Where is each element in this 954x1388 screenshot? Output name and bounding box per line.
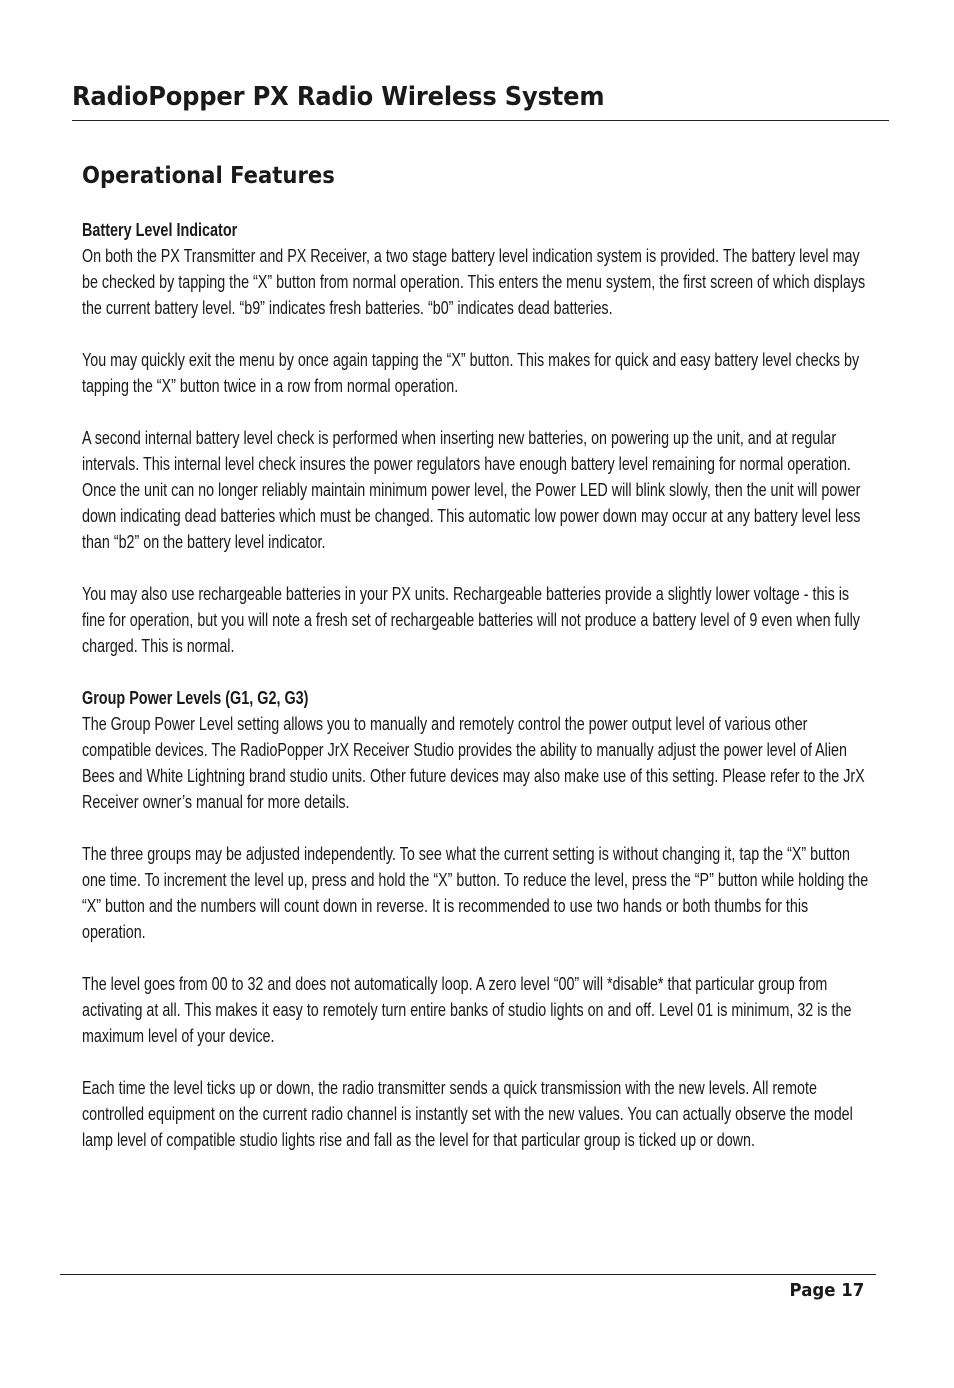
- page-footer: [60, 1274, 876, 1301]
- battery-paragraph-3-text: A second internal battery level check is performed when inserting new batteries, on powering up the unit, and at regular intervals. This internal level check insures the power regulators have enough battery level remaining for normal operation. Once the unit can no longer reliably maintain minimum power level, the Power LED will blink slowly, then the unit will power down indicating dead batteries which must be changed. This automatic low power down may occur at any battery level less than “b2” on the battery level indicator.: [82, 428, 861, 552]
- battery-paragraph-1-text: On both the PX Transmitter and PX Receiver, a two stage battery level indication system is provided. The battery level may be checked by tapping the “X” button from normal operation. This enters the menu system, the first screen of which displays the current battery level. “b9” indicates fresh batteries. “b0” indicates dead batteries.: [82, 246, 866, 318]
- group-section: [82, 685, 872, 1153]
- group-paragraph-4: [82, 1075, 872, 1153]
- group-paragraph-4-text: Each time the level ticks up or down, the radio transmitter sends a quick transmission with the new levels. All remote controlled equipment on the current radio channel is instantly set with the new values. You can actually observe the model lamp level of compatible studio lights rise and fall as the level for that particular group is ticked up or down.: [82, 1078, 853, 1150]
- document-title: RadioPopper PX Radio Wireless System: [72, 82, 605, 112]
- page-content: [82, 163, 872, 1179]
- group-paragraph-3: [82, 971, 872, 1049]
- group-paragraph-2: [82, 841, 872, 945]
- page-number: Page 17: [789, 1280, 864, 1301]
- battery-paragraph-2-text: You may quickly exit the menu by once again tapping the “X” button. This makes for quick and easy battery level checks by tapping the “X” button twice in a row from normal operation.: [82, 350, 860, 396]
- page-header: [72, 82, 889, 121]
- group-paragraph-1-text: The Group Power Level setting allows you to manually and remotely control the power output level of various other compatible devices. The RadioPopper JrX Receiver Studio provides the ability to manually adjust the power level of Alien Bees and White Lightning brand studio units. Other future devices may also make use of this setting. Please refer to the JrX Receiver owner’s manual for more details.: [82, 714, 865, 812]
- section-title: Operational Features: [82, 163, 335, 189]
- battery-paragraph-2: [82, 347, 872, 399]
- battery-paragraph-4-text: You may also use rechargeable batteries in your PX units. Rechargeable batteries provide a slightly lower voltage - this is fine for operation, but you will note a fresh set of rechargeable batteries will not produce a battery level of 9 even when fully charged. This is normal.: [82, 584, 860, 656]
- battery-section: [82, 217, 872, 659]
- battery-paragraph-4: [82, 581, 872, 659]
- group-paragraph-2-text: The three groups may be adjusted independently. To see what the current setting is without changing it, tap the “X” button one time. To increment the level up, press and hold the “X” button. To reduce the level, press the “P” button while holding the “X” button and the numbers will count down in reverse. It is recommended to use two hands or both thumbs for this operation.: [82, 844, 869, 942]
- battery-paragraph-1: [82, 243, 872, 321]
- group-paragraph-1: [82, 711, 872, 815]
- group-heading: Group Power Levels (G1, G2, G3): [82, 688, 309, 708]
- group-paragraph-3-text: The level goes from 00 to 32 and does not automatically loop. A zero level “00” will *disable* that particular group from activating at all. This makes it easy to remotely turn entire banks of studio lights on and off. Level 01 is minimum, 32 is the maximum level of your device.: [82, 974, 852, 1046]
- battery-heading: Battery Level Indicator: [82, 220, 238, 240]
- battery-paragraph-3: [82, 425, 872, 555]
